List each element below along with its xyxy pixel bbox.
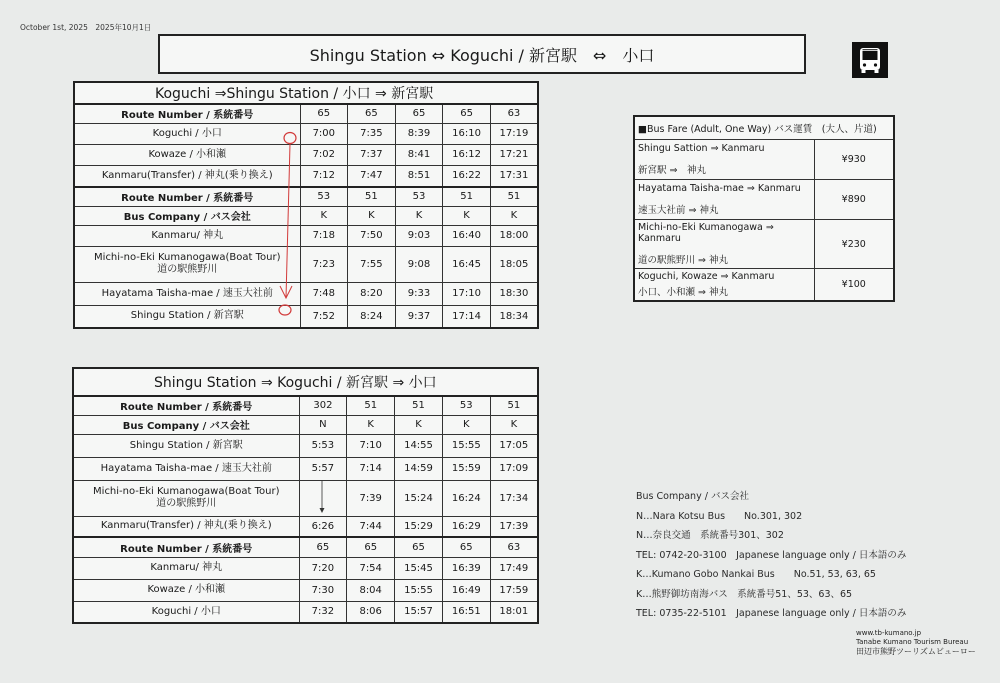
company-info-line: K…Kumano Gobo Nankai Bus No.51, 53, 63, 65: [636, 569, 876, 580]
route-number: 65: [395, 537, 443, 557]
route-number: 51: [490, 396, 538, 415]
departure-time: 17:14: [443, 305, 491, 328]
stop-name: Kanmaru(Transfer) / 神丸(乗り換え): [73, 516, 299, 537]
departure-time: 7:14: [347, 457, 395, 480]
fare-price: ¥890: [814, 180, 894, 220]
departure-time: 15:57: [395, 601, 443, 623]
departure-time: 15:55: [442, 434, 490, 457]
footer: [856, 629, 976, 656]
departure-time: 7:47: [348, 165, 396, 187]
fare-route-ja: 小口、小和瀬 ⇒ 神丸: [638, 287, 728, 298]
bus-company-code: K: [443, 206, 491, 225]
departure-time: 16:29: [442, 516, 490, 537]
departure-time: 14:55: [395, 434, 443, 457]
route-number: 51: [490, 187, 538, 206]
departure-time: 7:44: [347, 516, 395, 537]
stop-name: [74, 246, 300, 282]
fare-row: [634, 140, 894, 180]
table-row: [74, 282, 538, 305]
departure-time: 7:10: [347, 434, 395, 457]
timetable-shingu-to-koguchi: [72, 367, 539, 624]
fare-route-ja: 速玉大社前 ⇒ 神丸: [638, 205, 719, 216]
departure-time: 16:39: [442, 557, 490, 579]
bus-company-label: Bus Company / バス会社: [73, 415, 299, 434]
stop-name-en: Michi-no-Eki Kumanogawa(Boat Tour): [94, 252, 281, 263]
departure-time: 16:12: [443, 144, 491, 165]
route-number: 65: [443, 104, 491, 123]
departure-time: 7:23: [300, 246, 348, 282]
bus-company-code: K: [348, 206, 396, 225]
fare-route: [634, 180, 814, 220]
company-info-line: N…Nara Kotsu Bus No.301, 302: [636, 510, 803, 522]
fare-route: [634, 140, 814, 180]
departure-time: 16:10: [443, 123, 491, 144]
stop-name: Shingu Station / 新宮駅: [73, 434, 299, 457]
departure-time: 8:20: [348, 282, 396, 305]
company-phone: TEL: 0742-20-3100 Japanese language only / 日本語のみ: [636, 549, 907, 561]
departure-time: 7:52: [300, 305, 348, 328]
stop-name: Koguchi / 小口: [74, 123, 300, 144]
route-number: 51: [443, 187, 491, 206]
table-row: [73, 457, 538, 480]
route-number: 302: [299, 396, 347, 415]
departure-time: 7:32: [299, 601, 347, 623]
company-phone: TEL: 0735-22-5101 Japanese language only / 日本語のみ: [636, 608, 907, 619]
stop-name: Kowaze / 小和瀬: [73, 579, 299, 601]
departure-time: 16:22: [443, 165, 491, 187]
departure-time: 7:12: [300, 165, 348, 187]
departure-time: 18:05: [490, 246, 538, 282]
departure-time: 9:37: [395, 305, 443, 328]
fare-price: ¥100: [814, 269, 894, 302]
route-number: 65: [442, 537, 490, 557]
route-number: 65: [395, 104, 443, 123]
departure-time: 8:39: [395, 123, 443, 144]
fare-table: [633, 115, 895, 302]
departure-time: 8:04: [347, 579, 395, 601]
departure-time: 17:31: [490, 165, 538, 187]
departure-time: 7:35: [348, 123, 396, 144]
departure-time: 16:24: [442, 480, 490, 516]
departure-time: 17:34: [490, 480, 538, 516]
company-info-line: K…熊野御坊南海バス 系統番号51、53、63、65: [636, 588, 853, 600]
table-title: Shingu Station ⇒ Koguchi / 新宮駅 ⇒ 小口: [73, 368, 538, 396]
departure-time: 8:24: [348, 305, 396, 328]
departure-time: 17:19: [490, 123, 538, 144]
route-number-label: Route Number / 系統番号: [73, 396, 299, 415]
bus-company-code: K: [395, 415, 443, 434]
route-number-label: Route Number / 系統番号: [74, 104, 300, 123]
arrow-down-icon: [319, 480, 325, 514]
print-date: October 1st, 2025 2025年10月1日: [20, 23, 152, 32]
table-row: [74, 225, 538, 246]
bus-company-code: K: [490, 206, 538, 225]
table-row: [73, 434, 538, 457]
table-row: [74, 165, 538, 187]
route-number: 63: [490, 104, 538, 123]
route-number: 65: [299, 537, 347, 557]
route-number: 65: [347, 537, 395, 557]
table-row: [74, 305, 538, 328]
departure-time: 7:02: [300, 144, 348, 165]
table-row: [74, 144, 538, 165]
footer-org-ja: 田辺市熊野ツーリズムビューロー: [856, 647, 976, 656]
departure-time: 15:29: [395, 516, 443, 537]
departure-time: 18:01: [490, 601, 538, 623]
departure-time: 17:49: [490, 557, 538, 579]
route-number: 51: [347, 396, 395, 415]
stop-name: Hayatama Taisha-mae / 速玉大社前: [73, 457, 299, 480]
bus-company-code: K: [490, 415, 538, 434]
stop-name: [73, 480, 299, 516]
fare-route-en: Koguchi, Kowaze ⇒ Kanmaru: [638, 271, 775, 282]
stop-name: Kanmaru/ 神丸: [73, 557, 299, 579]
stop-name: Kanmaru/ 神丸: [74, 225, 300, 246]
stop-name-en: Michi-no-Eki Kumanogawa(Boat Tour): [93, 486, 280, 497]
departure-time: 7:54: [347, 557, 395, 579]
table-row: [74, 123, 538, 144]
stop-name: Shingu Station / 新宮駅: [74, 305, 300, 328]
fare-route-ja: 道の駅熊野川 ⇒ 神丸: [638, 255, 728, 266]
departure-time: 7:48: [300, 282, 348, 305]
table-row: [73, 557, 538, 579]
departure-time: 7:18: [300, 225, 348, 246]
departure-time: 7:30: [299, 579, 347, 601]
fare-row: [634, 220, 894, 269]
departure-time: 7:39: [347, 480, 395, 516]
departure-time: 9:33: [395, 282, 443, 305]
bus-company-code: K: [300, 206, 348, 225]
bus-company-info: [636, 487, 906, 624]
fare-route: [634, 220, 814, 269]
departure-time: 17:05: [490, 434, 538, 457]
route-number: 51: [348, 187, 396, 206]
departure-time: 15:45: [395, 557, 443, 579]
bus-company-label: Bus Company / バス会社: [74, 206, 300, 225]
departure-time: 7:20: [299, 557, 347, 579]
departure-time: 9:03: [395, 225, 443, 246]
departure-time: 18:34: [490, 305, 538, 328]
timetable-koguchi-to-shingu: [73, 81, 539, 329]
departure-time: 15:59: [442, 457, 490, 480]
bus-company-code: N: [299, 415, 347, 434]
bus-icon: [852, 42, 888, 78]
fare-row: [634, 180, 894, 220]
fare-price: ¥930: [814, 140, 894, 180]
departure-time: 17:39: [490, 516, 538, 537]
company-info-line: N…奈良交通 系統番号301、302: [636, 530, 784, 541]
departure-time: 5:53: [299, 434, 347, 457]
stop-name: Kanmaru(Transfer) / 神丸(乗り換え): [74, 165, 300, 187]
departure-time: 8:41: [395, 144, 443, 165]
fare-price: ¥230: [814, 220, 894, 269]
departure-time: 17:21: [490, 144, 538, 165]
route-number: 53: [300, 187, 348, 206]
departure-time: 7:55: [348, 246, 396, 282]
fare-route-en: Hayatama Taisha-mae ⇒ Kanmaru: [638, 183, 801, 194]
fare-route: [634, 269, 814, 302]
route-number: 65: [348, 104, 396, 123]
departure-time: 9:08: [395, 246, 443, 282]
departure-time: 6:26: [299, 516, 347, 537]
departure-time: 15:55: [395, 579, 443, 601]
stop-name: Hayatama Taisha-mae / 速玉大社前: [74, 282, 300, 305]
departure-time: 8:06: [347, 601, 395, 623]
table-title: Koguchi ⇒Shingu Station / 小口 ⇒ 新宮駅: [74, 82, 538, 104]
fare-route-en: Shingu Sattion ⇒ Kanmaru: [638, 143, 765, 154]
table-row: [73, 516, 538, 537]
route-number: 53: [395, 187, 443, 206]
fare-route-ja: 新宮駅 ⇒ 神丸: [638, 165, 706, 176]
table-row: [73, 579, 538, 601]
route-number: 65: [300, 104, 348, 123]
departure-time: 18:30: [490, 282, 538, 305]
table-row: [73, 601, 538, 623]
departure-time: 8:51: [395, 165, 443, 187]
fare-row: [634, 269, 894, 302]
departure-time: 7:37: [348, 144, 396, 165]
departure-time: 16:40: [443, 225, 491, 246]
departure-time: 16:45: [443, 246, 491, 282]
company-info-heading: Bus Company / バス会社: [636, 491, 749, 502]
table-row: [74, 246, 538, 282]
departure-time: 16:51: [442, 601, 490, 623]
departure-time: 17:59: [490, 579, 538, 601]
route-number-label: Route Number / 系統番号: [74, 187, 300, 206]
departure-time: 16:49: [442, 579, 490, 601]
bus-company-code: K: [442, 415, 490, 434]
route-number-label: Route Number / 系統番号: [73, 537, 299, 557]
bus-company-code: K: [395, 206, 443, 225]
fare-table-title: ■Bus Fare (Adult, One Way) バス運賃 (大人、片道): [634, 116, 894, 140]
route-number: 63: [490, 537, 538, 557]
departure-time: 17:10: [443, 282, 491, 305]
bus-company-code: K: [347, 415, 395, 434]
footer-org-en: Tanabe Kumano Tourism Bureau: [856, 638, 969, 646]
page-title: Shingu Station ⇔ Koguchi / 新宮駅 ⇔ 小口: [158, 34, 806, 74]
departure-time: 15:24: [395, 480, 443, 516]
route-number: 53: [442, 396, 490, 415]
stop-name: Koguchi / 小口: [73, 601, 299, 623]
departure-time: 14:59: [395, 457, 443, 480]
departure-time: 18:00: [490, 225, 538, 246]
stop-name-ja: 道の駅熊野川: [156, 498, 217, 509]
footer-url: www.tb-kumano.jp: [856, 629, 922, 637]
table-row: [73, 480, 538, 516]
departure-time: 7:50: [348, 225, 396, 246]
fare-route-en: Michi-no-Eki Kumanogawa ⇒ Kanmaru: [638, 222, 774, 244]
departure-time: 7:00: [300, 123, 348, 144]
departure-time: 17:09: [490, 457, 538, 480]
stop-name: Kowaze / 小和瀬: [74, 144, 300, 165]
stop-name-ja: 道の駅熊野川: [157, 264, 218, 275]
route-number: 51: [395, 396, 443, 415]
departure-time: 5:57: [299, 457, 347, 480]
